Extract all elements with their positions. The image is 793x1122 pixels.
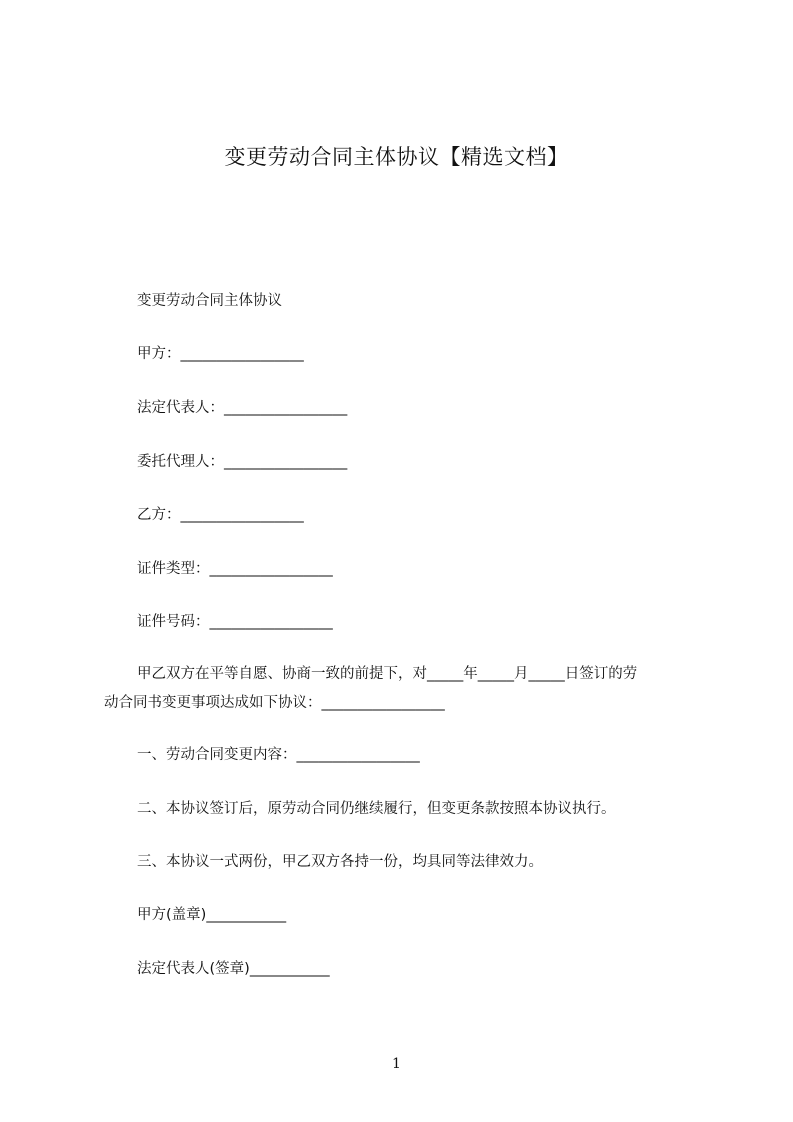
clause-3: 三、本协议一式两份，甲乙双方各持一份，均具同等法律效力。 [137,854,543,870]
page-number: 1 [392,1056,401,1072]
party-a-field: 甲方：_________________ [137,346,304,362]
clause-2: 二、本协议签订后，原劳动合同仍继续履行，但变更条款按照本协议执行。 [137,801,616,817]
paragraph-line-1: 甲乙双方在平等自愿、协商一致的前提下，对_____年_____月_____日签订的劳 [137,666,638,682]
legal-rep-signature-field: 法定代表人(签章)___________ [137,961,330,977]
party-b-field: 乙方：_________________ [137,507,304,523]
id-number-field: 证件号码：_________________ [137,614,333,630]
document-title: 变更劳动合同主体协议【精选文档】 [224,145,569,169]
agreement-paragraph [104,660,704,718]
clause-1: 一、劳动合同变更内容：_________________ [137,747,420,763]
party-a-seal-field: 甲方(盖章)___________ [137,907,287,923]
id-type-field: 证件类型：_________________ [137,561,333,577]
agreement-subtitle: 变更劳动合同主体协议 [137,293,282,309]
paragraph-line-2: 动合同书变更事项达成如下协议：_________________ [104,695,445,711]
authorized-agent-field: 委托代理人：_________________ [137,454,348,470]
legal-representative-field: 法定代表人：_________________ [137,400,348,416]
